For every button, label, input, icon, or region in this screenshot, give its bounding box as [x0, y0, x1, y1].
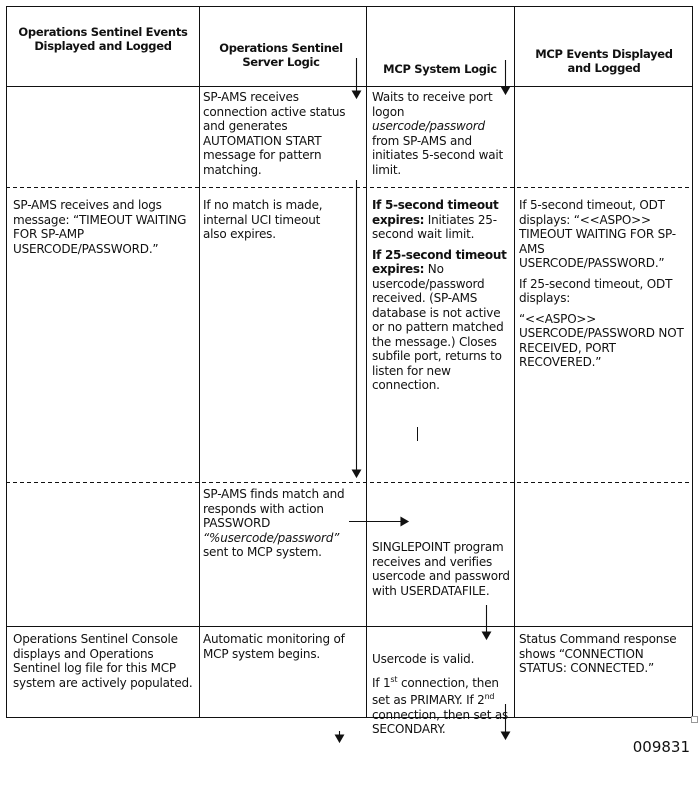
row3-server-text-c: sent to MCP system.	[203, 545, 322, 559]
arrow-mcp-low-head	[483, 632, 491, 639]
row2-mcp-events-2: If 25-second timeout, ODT displays:	[519, 276, 673, 305]
row4-mcp-events	[519, 632, 689, 676]
arrow-server-bottom-head	[336, 735, 344, 742]
row2-server-logic	[203, 198, 343, 242]
row3-mcp-logic	[372, 540, 512, 598]
row2-mcp-events-1: If 5-second timeout, ODT displays: “<<ASPO>> TIMEOUT WAITING FOR SP-AMS USERCODE/PASSWORD.”	[519, 198, 676, 270]
row2-mcp-timeout-25	[372, 248, 508, 393]
row2-mcp-logic	[372, 198, 508, 399]
row2-mcp-t2-label: If 25-second timeout expires:	[372, 247, 507, 276]
row1-mcp-text-b: usercode/password	[372, 119, 485, 133]
row4-sentinel-events	[13, 632, 197, 690]
arrow-server-mid-head	[353, 470, 361, 477]
row4-server-logic	[203, 632, 363, 661]
row2-mcp-timeout-5	[372, 198, 508, 242]
row2-mcp-t2-text-a: No usercode/password received. (SP-AMS database is not active or no pattern matched the message.) Closes subfile	[372, 262, 504, 363]
header-mcp-events: MCP Events Displayed and Logged	[535, 47, 673, 75]
row1-mcp-text-a: Waits to receive port logon	[372, 90, 493, 119]
row2-mcp-t2-text-b: port, returns to listen for new connection.	[372, 349, 502, 392]
row2-mcp-events	[519, 198, 691, 376]
row4-mcp-connection	[372, 673, 510, 737]
row4-events-text: Operations Sentinel Console displays and Operations Sentinel log file for this MCP system are actively populated.	[13, 632, 193, 690]
header-server-logic: Operations Sentinel Server Logic	[219, 41, 343, 69]
row3-server-text-b: “%usercode/password”	[203, 530, 340, 545]
row4-mcp-2sup: st	[390, 674, 398, 684]
arrow-right-head	[401, 518, 408, 526]
row4-mcp-2a: If 1	[372, 675, 391, 690]
row2-events-text: SP-AMS receives and logs message: “TIMEOUT WAITING FOR SP-AMP USERCODE/PASSWORD.”	[13, 198, 187, 256]
row2-mcp-t1-label: If 5-second timeout expires:	[372, 198, 499, 227]
resize-marker	[692, 717, 698, 723]
row4-mcp-2sup2: nd	[484, 692, 495, 701]
row4-mcp-2c: connection, then set as SECONDARY.	[372, 707, 509, 736]
row4-server-text: Automatic monitoring of MCP system begins.	[203, 632, 345, 661]
row3-server-logic	[203, 487, 363, 560]
row2-server-text: If no match is made, internal UCI timeout also expires.	[203, 198, 323, 241]
figure-id: 009831	[632, 738, 690, 756]
row3-server-text-a: SP-AMS finds match and responds with action PASSWORD	[203, 487, 345, 530]
row2-mcp-t1-text: Initiates 25-second wait limit.	[372, 212, 497, 241]
row1-mcp-text-c: from SP-AMS and initiates 5-second wait limit.	[372, 133, 504, 177]
header-events-sentinel: Operations Sentinel Events Displayed and Logged	[18, 25, 188, 53]
row4-mcp-logic	[372, 652, 510, 743]
row1-server-logic	[203, 90, 361, 177]
header-mcp-logic: MCP System Logic	[383, 62, 497, 76]
row4-mcp-2b: connection, then set as PRIMARY. If 2	[372, 675, 499, 707]
row2-sentinel-events	[13, 198, 195, 256]
row4-mcp-valid: Usercode is valid.	[372, 652, 475, 666]
row2-mcp-events-3: “<<ASPO>> USERCODE/PASSWORD NOT RECEIVED, PORT RECOVERED.”	[519, 311, 684, 369]
row4-mcp-events-text: Status Command response shows “CONNECTION STATUS: CONNECTED.”	[519, 632, 677, 675]
row3-mcp-text: SINGLEPOINT program receives and verifies usercode and password with USERDATAFILE.	[372, 540, 510, 598]
row1-server-text: SP-AMS receives connection active status and generates AUTOMATION START message for pattern matching.	[203, 90, 346, 177]
row1-mcp-logic	[372, 90, 506, 177]
